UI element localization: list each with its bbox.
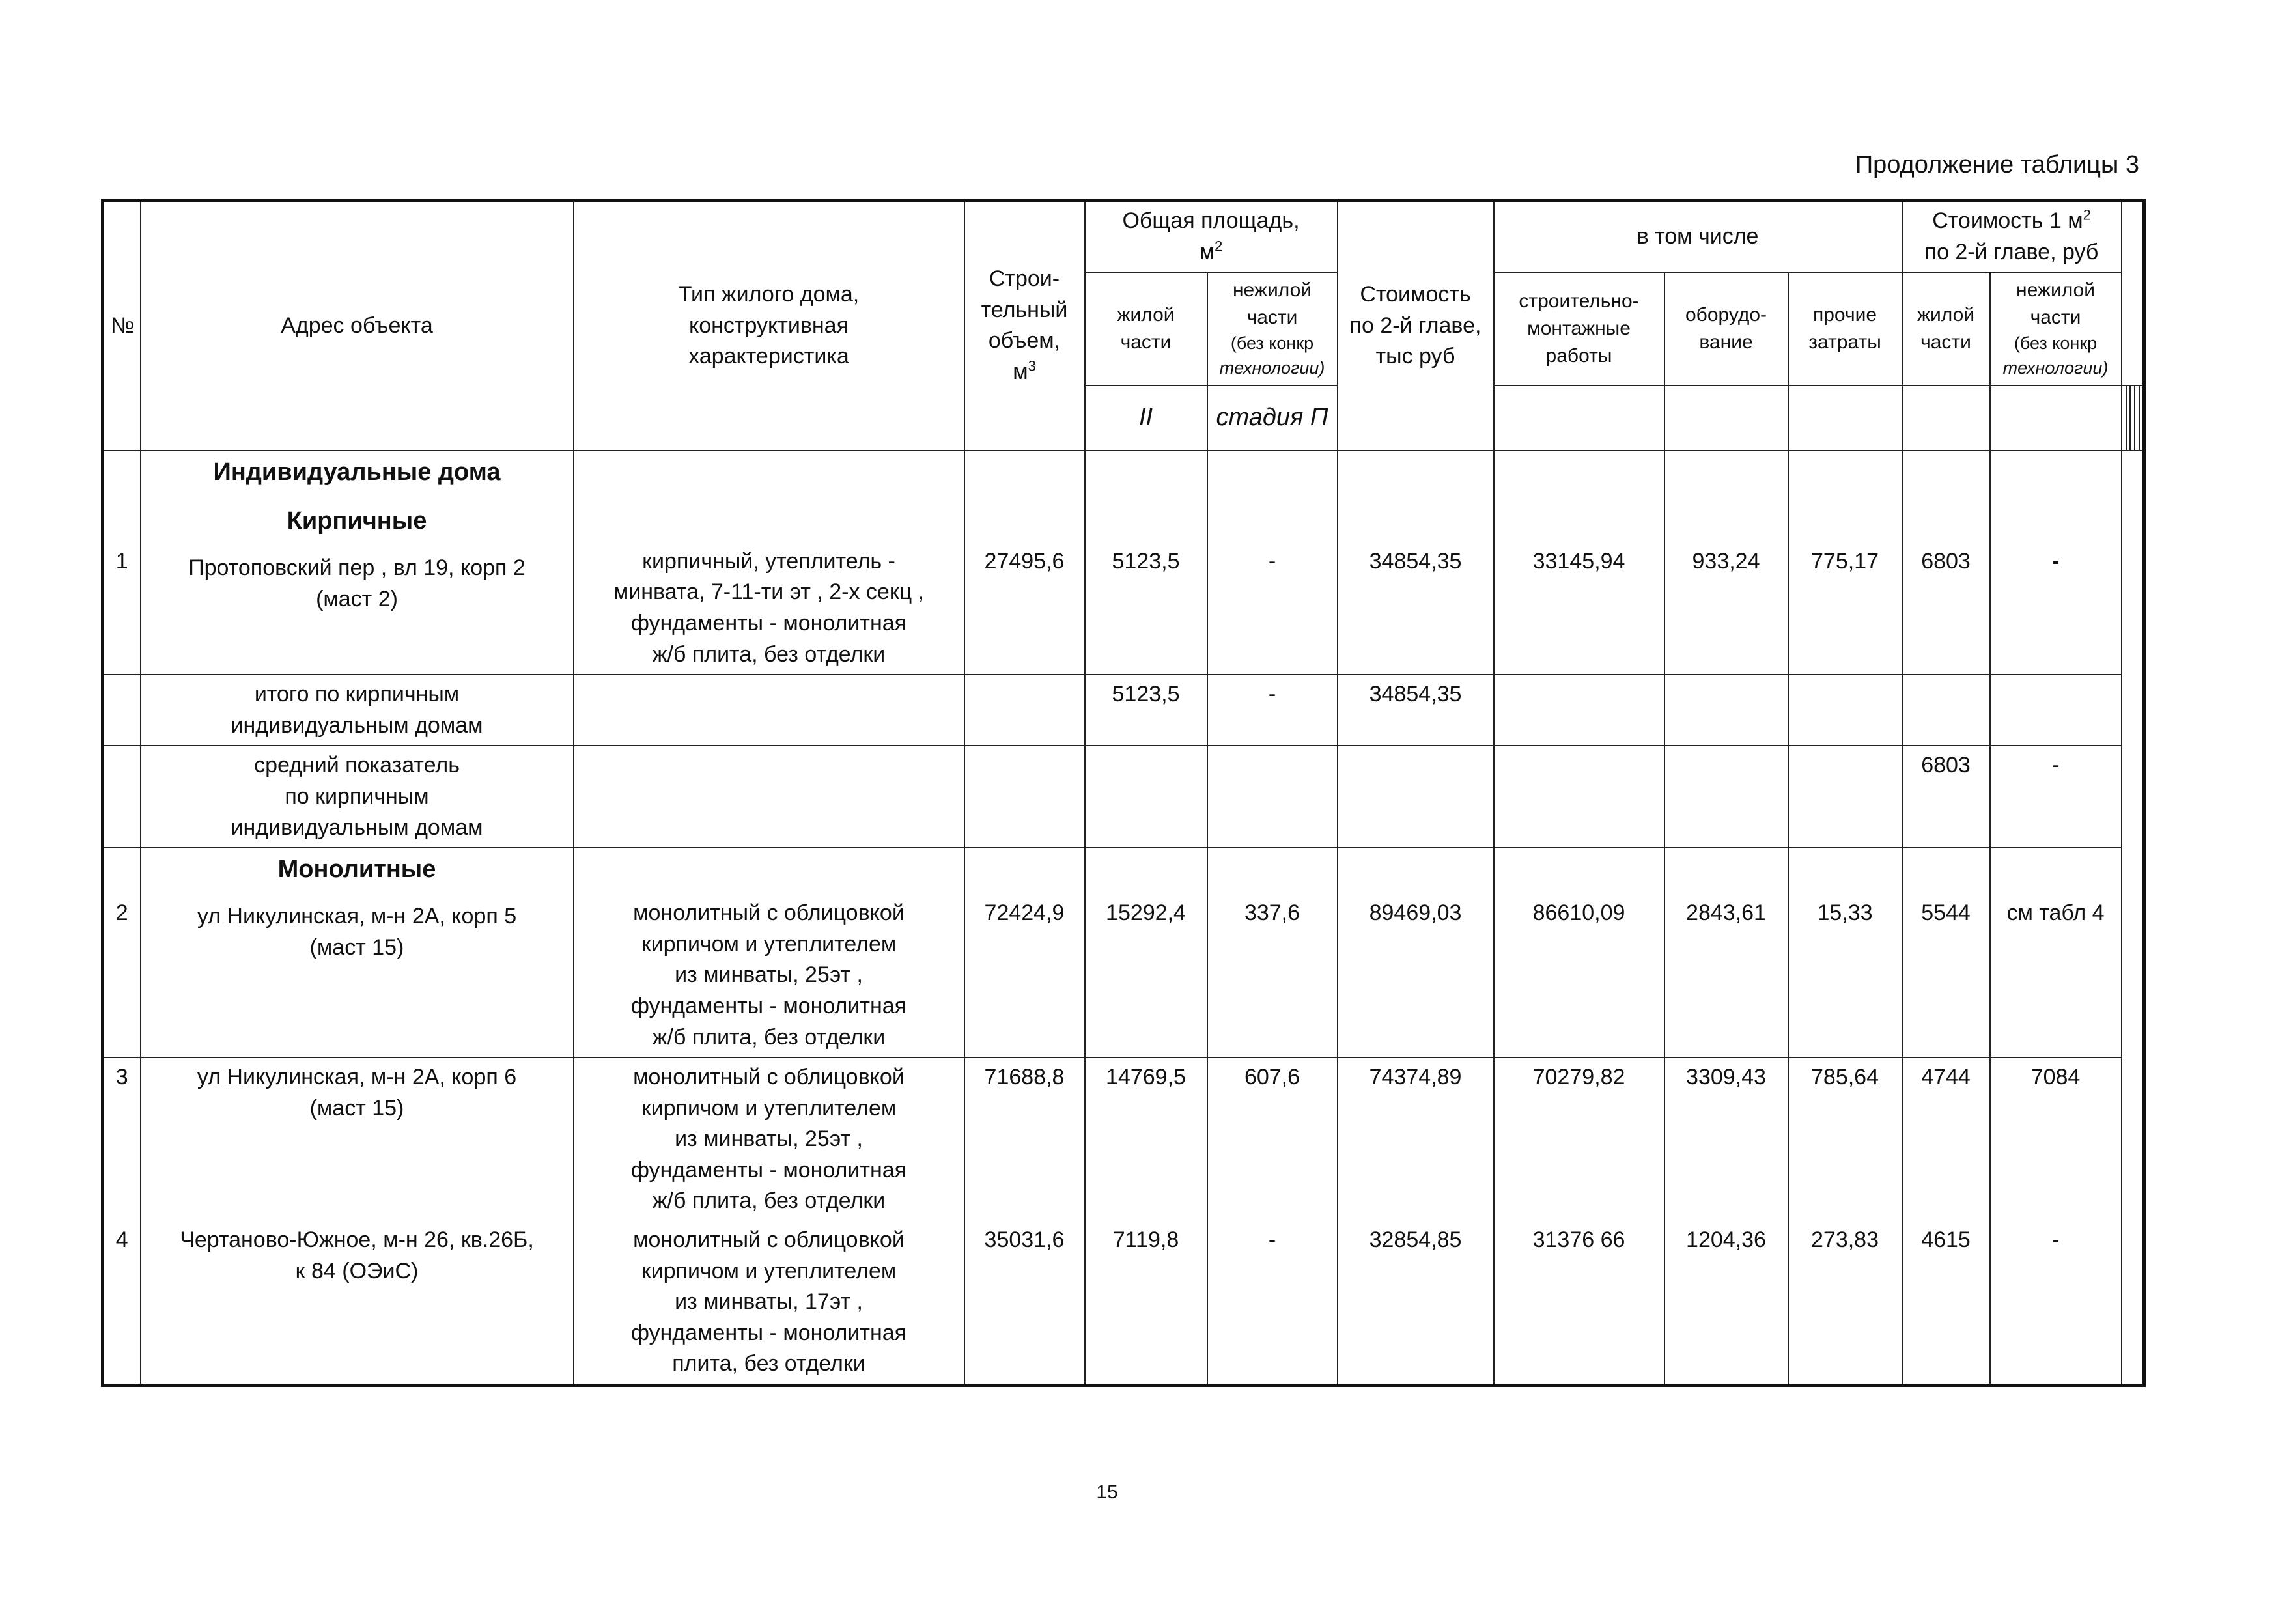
total-area-res: 5123,5 [1085,675,1207,746]
value: 775,17 [1811,548,1879,574]
empty-cell [574,746,964,848]
type-line: монолитный с облицовкой [633,1227,905,1253]
type-line: монолитный с облицовкой [633,901,905,926]
row-volume [964,848,1085,1057]
value: 933,24 [1692,548,1760,574]
value: 6803 [1921,548,1971,574]
empty-cell [1902,675,1990,746]
header-line: (без конкр [2014,333,2098,354]
row-address [141,1057,574,1221]
type-line: минвата, 7-11-ти эт , 2-х секц , [613,580,925,605]
average-unit-nonres: - [1990,746,2122,848]
header-line: строительно- [1519,290,1639,312]
type-line: кирпичом и утеплителем [641,1258,897,1283]
row-area-res [1085,848,1207,1057]
value: 15292,4 [1106,901,1186,926]
header-line: жилой [1917,303,1975,326]
empty-cell [1788,675,1902,746]
row-equip: 1204,36 [1664,1221,1788,1385]
col-area-res-header [1085,272,1207,385]
address-line: (маст 15) [309,934,404,960]
header-line: части [1120,331,1172,353]
row-area-res: 14769,5 [1085,1057,1207,1221]
type-line: фундаменты - монолитная [630,610,907,636]
header-line: (без конкр [1230,333,1314,354]
row-unit-nonres [1990,451,2122,675]
value: см табл 4 [2006,901,2105,926]
row-type [574,848,964,1057]
col-cost-header [1338,201,1494,451]
col-cost-header-line: Стоимость [1360,282,1471,307]
row-address [141,848,574,1057]
col-type-header [574,201,964,451]
header-row-1 [103,201,2144,273]
header-line: нежилой [2016,279,2096,301]
col-unit-res-header [1902,272,1990,385]
row-volume [964,451,1085,675]
value: - [1268,548,1276,574]
col-unit-nonres-header [1990,272,2122,385]
table-row [103,848,2144,1057]
row-cost: 32854,85 [1338,1221,1494,1385]
table-caption: Продолжение таблицы 3 [1855,151,2139,178]
row-area-nonres [1207,451,1338,675]
header-line: части [1920,331,1971,353]
header-line: части [1246,307,1298,329]
row-volume: 71688,8 [964,1057,1085,1221]
row-unit-res: 4615 [1902,1221,1990,1385]
type-line: ж/б плита, без отделки [652,1024,886,1050]
type-line: кирпичом и утеплителем [641,1095,897,1121]
unit-cost-subtitle: по 2-й главе, руб [1924,239,2099,264]
col-volume-header-line: тельный [981,297,1068,322]
col-equip-header [1664,272,1788,385]
row-smr: 31376 66 [1494,1221,1664,1385]
col-area-group-header [1085,201,1338,273]
unit-cost-sup: 2 [2083,206,2091,223]
type-line: фундаменты - монолитная [630,993,907,1018]
type-line: фундаменты - монолитная [630,1157,907,1183]
row-other: 273,83 [1788,1221,1902,1385]
value: 86610,09 [1532,901,1625,926]
row-type [574,451,964,675]
row-num [103,451,141,675]
row-other [1788,451,1902,675]
col-cost-header-line: тыс руб [1375,344,1455,369]
col-cost-header-line: по 2-й главе, [1349,313,1482,338]
group-heading-monolith: Монолитные [277,856,436,884]
group-heading-brick: Кирпичные [287,507,427,535]
header-line: прочие [1812,303,1877,326]
value: 15,33 [1817,901,1873,926]
total-area-nonres: - [1207,675,1338,746]
type-line: ж/б плита, без отделки [652,1188,886,1214]
header-line: технологии) [1219,357,1325,378]
type-line: кирпичом и утеплителем [641,931,897,957]
row-unit-nonres: - [1990,1221,2122,1385]
group-heading-individual: Индивидуальные дома [213,458,501,486]
row-cost [1338,848,1494,1057]
row-type [574,1221,964,1385]
row-address [141,451,574,675]
value: 5544 [1921,901,1971,926]
col-incl-group-header: в том числе [1494,201,1902,273]
empty-cell [1990,675,2122,746]
row-num-value: 1 [115,548,128,574]
type-line: из минваты, 25эт , [675,962,863,988]
col-type-header-line: характеристика [688,344,849,369]
type-line: кирпичный, утеплитель - [642,548,895,574]
value: 27495,6 [984,548,1065,574]
empty-cell [2130,385,2135,451]
empty-cell [1664,746,1788,848]
address-line: Протоповский пер , вл 19, корп 2 [188,555,526,581]
stage-num: II [1085,385,1207,451]
row-area-res: 7119,8 [1085,1221,1207,1385]
row-smr: 70279,82 [1494,1057,1664,1221]
type-line: монолитный с облицовкой [633,1065,905,1090]
row-area-nonres: 607,6 [1207,1057,1338,1221]
empty-cell [1494,746,1664,848]
value: 72424,9 [984,901,1065,926]
row-area-nonres [1207,848,1338,1057]
total-label-line: индивидуальным домам [231,712,483,738]
value: - [2051,548,2060,574]
row-volume: 35031,6 [964,1221,1085,1385]
value: 34854,35 [1369,548,1462,574]
empty-cell [1085,746,1207,848]
header-line: нежилой [1232,279,1312,301]
col-volume-header-line: Строи- [989,266,1060,292]
type-line: плита, без отделки [672,1351,865,1377]
row-num [103,848,141,1057]
average-label [141,746,574,848]
table-row [103,1057,2144,1221]
row-type [574,1057,964,1221]
area-unit-sup: 2 [1215,238,1223,255]
value: 2843,61 [1686,901,1766,926]
average-label-line: индивидуальным домам [231,815,483,840]
value: 33145,94 [1532,548,1625,574]
address-line: Чертаново-Южное, м-н 26, кв.26Б, [180,1227,534,1253]
col-volume-header [964,201,1085,451]
unit-cost-title-text: Стоимость 1 м [1932,208,2083,233]
average-row [103,746,2144,848]
header-line: жилой [1117,303,1175,326]
empty-cell [103,746,141,848]
average-label-line: по кирпичным [285,783,429,809]
table-row [103,451,2144,675]
header-line: оборудо- [1685,303,1767,326]
empty-cell [1494,385,1664,451]
total-label-line: итого по кирпичным [254,682,460,707]
row-address [141,1221,574,1385]
table-row [103,1221,2144,1385]
row-unit-nonres: 7084 [1990,1057,2122,1221]
average-label-line: средний показатель [254,753,460,778]
value: 337,6 [1244,901,1300,926]
stage-label: стадия П [1207,385,1338,451]
address-line: (маст 15) [309,1095,404,1121]
empty-cell [574,675,964,746]
row-unit-nonres [1990,848,2122,1057]
estimate-table [101,199,2146,1387]
empty-cell [964,675,1085,746]
row-unit-res [1902,848,1990,1057]
col-type-header-line: конструктивная [688,313,849,338]
row-equip [1664,451,1788,675]
empty-cell [2139,385,2144,451]
average-unit-res: 6803 [1902,746,1990,848]
empty-cell [1494,675,1664,746]
type-line: из минваты, 17эт , [675,1289,863,1315]
row-unit-res: 4744 [1902,1057,1990,1221]
col-other-header [1788,272,1902,385]
empty-cell [964,746,1085,848]
value: 5123,5 [1112,548,1180,574]
col-area-nonres-header [1207,272,1338,385]
empty-cell [1664,385,1788,451]
col-num-header: № [103,201,141,451]
empty-cell [1664,675,1788,746]
empty-cell [1207,746,1338,848]
header-line: затраты [1808,331,1881,353]
row-other: 785,64 [1788,1057,1902,1221]
type-line: фундаменты - монолитная [630,1320,907,1345]
row-area-res [1085,451,1207,675]
row-other [1788,848,1902,1057]
row-cost [1338,451,1494,675]
header-line: работы [1545,344,1612,367]
row-smr [1494,848,1664,1057]
row-area-nonres: - [1207,1221,1338,1385]
row-equip: 3309,43 [1664,1057,1788,1221]
empty-cell [1788,746,1902,848]
area-unit: м [1199,239,1215,264]
type-line: ж/б плита, без отделки [652,641,886,667]
row-equip [1664,848,1788,1057]
col-volume-header-line: объем, [988,328,1061,354]
col-smr-header [1494,272,1664,385]
col-type-header-line: Тип жилого дома, [678,282,860,307]
address-line: к 84 (ОЭиС) [295,1258,419,1283]
address-line: (маст 2) [316,586,398,611]
row-num-value: 2 [115,901,128,926]
total-cost: 34854,35 [1338,675,1494,746]
empty-cell [2126,385,2131,451]
col-address-header: Адрес объекта [141,201,574,451]
row-cost: 74374,89 [1338,1057,1494,1221]
empty-cell [1788,385,1902,451]
header-line: монтажные [1527,317,1631,339]
empty-cell [1990,385,2122,451]
empty-cell [1902,385,1990,451]
header-line: технологии) [2002,357,2109,378]
empty-cell [2135,385,2139,451]
row-num: 3 [103,1057,141,1221]
col-volume-header-unit [972,357,1078,388]
header-line: части [2030,307,2081,329]
total-label [141,675,574,746]
address-line: ул Никулинская, м-н 2А, корп 5 [197,904,517,929]
page-number: 15 [1096,1481,1118,1503]
unit-cost-title [1909,206,2114,237]
empty-cell [1338,746,1494,848]
total-row [103,675,2144,746]
address-line: ул Никулинская, м-н 2А, корп 6 [197,1065,517,1090]
row-smr [1494,451,1664,675]
col-unit-cost-group-header [1902,201,2122,273]
header-line: вание [1699,331,1753,353]
type-line: из минваты, 25эт , [675,1127,863,1152]
area-group-title: Общая площадь, [1122,208,1300,233]
value: 89469,03 [1369,901,1462,926]
empty-cell [2122,385,2126,451]
empty-cell [103,675,141,746]
row-unit-res [1902,451,1990,675]
volume-unit-sup: 3 [1028,357,1036,374]
volume-unit: м [1013,359,1028,384]
area-group-unit [1092,237,1330,268]
row-num: 4 [103,1221,141,1385]
